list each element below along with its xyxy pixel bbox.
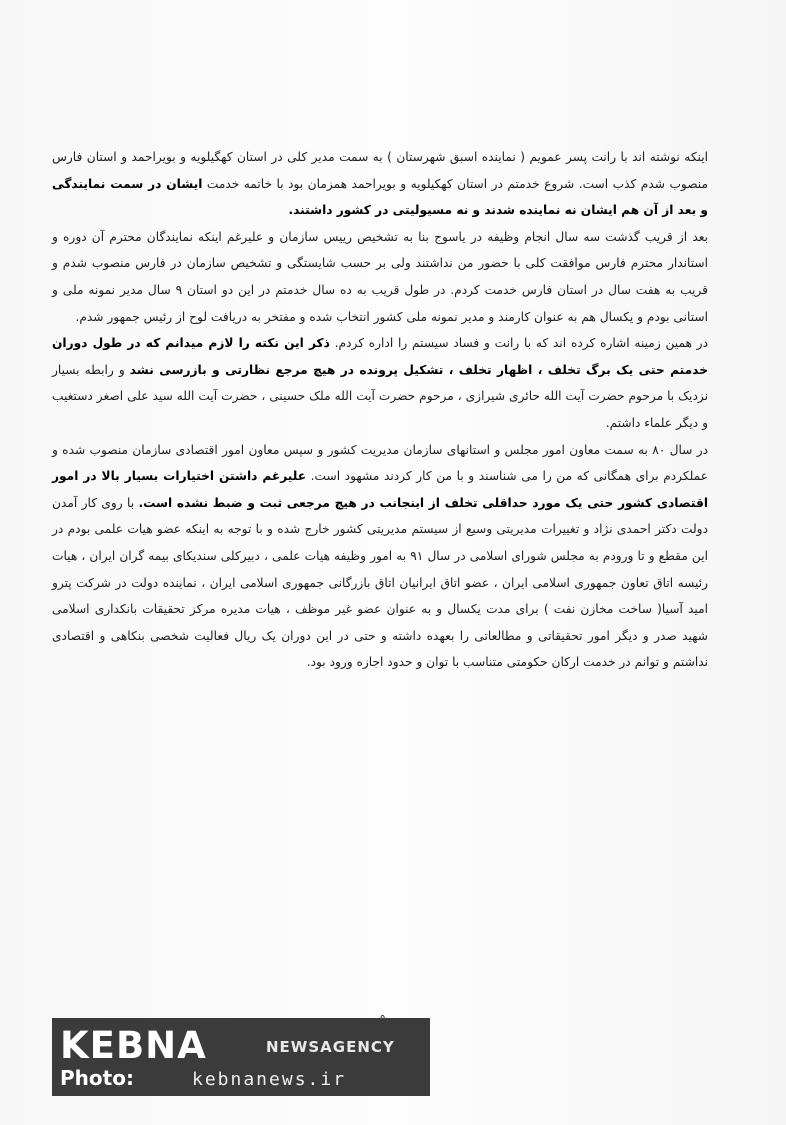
paragraph-1-text: اینکه نوشته اند با رانت پسر عمویم ( نماینده اسبق شهرستان ) به سمت مدیر کلی در استان کهگیلویه و بویراحمد و استان فارس منصوب شدم کذب است. شروع خدمتم در استان کهکیلویه و بویراحمد همزمان بود با خاتمه خدمت — [52, 150, 708, 191]
agency-watermark — [52, 1018, 430, 1096]
paragraph-2 — [52, 224, 708, 330]
paragraph-4-bold-text: علیرغم داشتن اختیارات بسیار بالا در امور اقتصادی کشور حتی یک مورد حداقلی تخلف از اینجانب در هیچ مرجعی ثبت و ضبط نشده است. — [52, 469, 709, 510]
paragraph-3-tail-text: و رابطه بسیار نزدیک با مرحوم حضرت آیت الله حائری شیرازی ، مرحوم حضرت آیت الله ملک حسینی ، حضرت آیت الله سید علی اصغر دستغیب و دیگر علماء داشتم. — [52, 362, 708, 430]
document-body — [52, 144, 708, 676]
paragraph-3-bold-text: ذکر این نکته را لازم میدانم که در طول دوران خدمتم حتی یک برگ تخلف ، اظهار تخلف ، تشکیل پرونده در هیچ مرجع نظارتی و بازرسی نشد — [52, 336, 708, 377]
paragraph-4 — [52, 437, 708, 676]
paragraph-2-text: بعد از قریب گذشت سه سال انجام وظیفه در یاسوج بنا به تشخیص رییس سازمان و علیرغم اینکه نمایندگان محترم آن دوره و استاندار محترم فارس موافقت کلی با حضور من نداشتند ولی بر حسب شایستگی و تشخیص سازمان در فارس منصوب شدم و قریب به هفت سال در استان فارس خدمت کردم. در طول قریب به ده سال خدمتم در این دو استان ۹ سال مدیر نمونه ملی و استانی بودم و یکسال هم به عنوان کارمند و مدیر نمونه ملی کشور انتخاب شده و مفتخر به دریافت لوح از رئیس جمهور شدم. — [52, 229, 708, 324]
paragraph-4-text: در سال ۸۰ به سمت معاون امور مجلس و استانهای سازمان مدیریت کشور و سپس معاون امور اقتصادی سازمان منصوب شده و عملکردم برای همگانی که من را می شناسند و با من کار کردند مشهود است. — [52, 442, 709, 484]
watermark-photo-label: Photo: — [60, 1066, 134, 1090]
watermark-url: kebnanews.ir — [192, 1069, 347, 1090]
paragraph-4-tail-text: با روی کار آمدن دولت دکتر احمدی نژاد و تغییرات مدیریتی وسیع از سیستم مدیریتی کشور خارج شده و با توجه به اینکه عضو هیات علمی بودم در این مقطع و تا ورودم به مجلس شورای اسلامی در سال ۹۱ به امور وظیفه هیات علمی ، دبیرکلی سندیکای بیمه گران ایران ، هیات رئیسه اتاق تعاون جمهوری اسلامی ایران ، عضو اتاق ایرانیان اتاق بازرگانی جمهوری اسلامی ایران ، نماینده دولت در شرکت پترو امید آسیا( ساخت مخازن نفت ) برای مدت یکسال و به عنوان عضو غیر موظف ، هیات مدیره مرکز تحقیقات بانکداری اسلامی شهید صدر و دیگر امور تحقیقاتی و مطالعاتی را بعهده داشته و حتی در این دوران یک ریال فعالیت شخصی بنکاهی و اقتصادی نداشتم و توانم در خدمت ارکان حکومتی متناسب با توان و حدود اجازه ورود بود. — [52, 495, 708, 670]
paragraph-3 — [52, 330, 708, 436]
watermark-brand: KEBNA — [60, 1024, 207, 1067]
paragraph-1 — [52, 144, 708, 224]
watermark-tagline: NEWSAGENCY — [266, 1038, 395, 1056]
paragraph-1-bold-text: ایشان در سمت نمایندگی و بعد از آن هم ایشان نه نماینده شدند و نه مسیولیتی در کشور داشتند. — [52, 176, 708, 218]
paragraph-3-text: در همین زمینه اشاره کرده اند که با رانت و فساد سیستم را اداره کردم. — [329, 336, 708, 351]
